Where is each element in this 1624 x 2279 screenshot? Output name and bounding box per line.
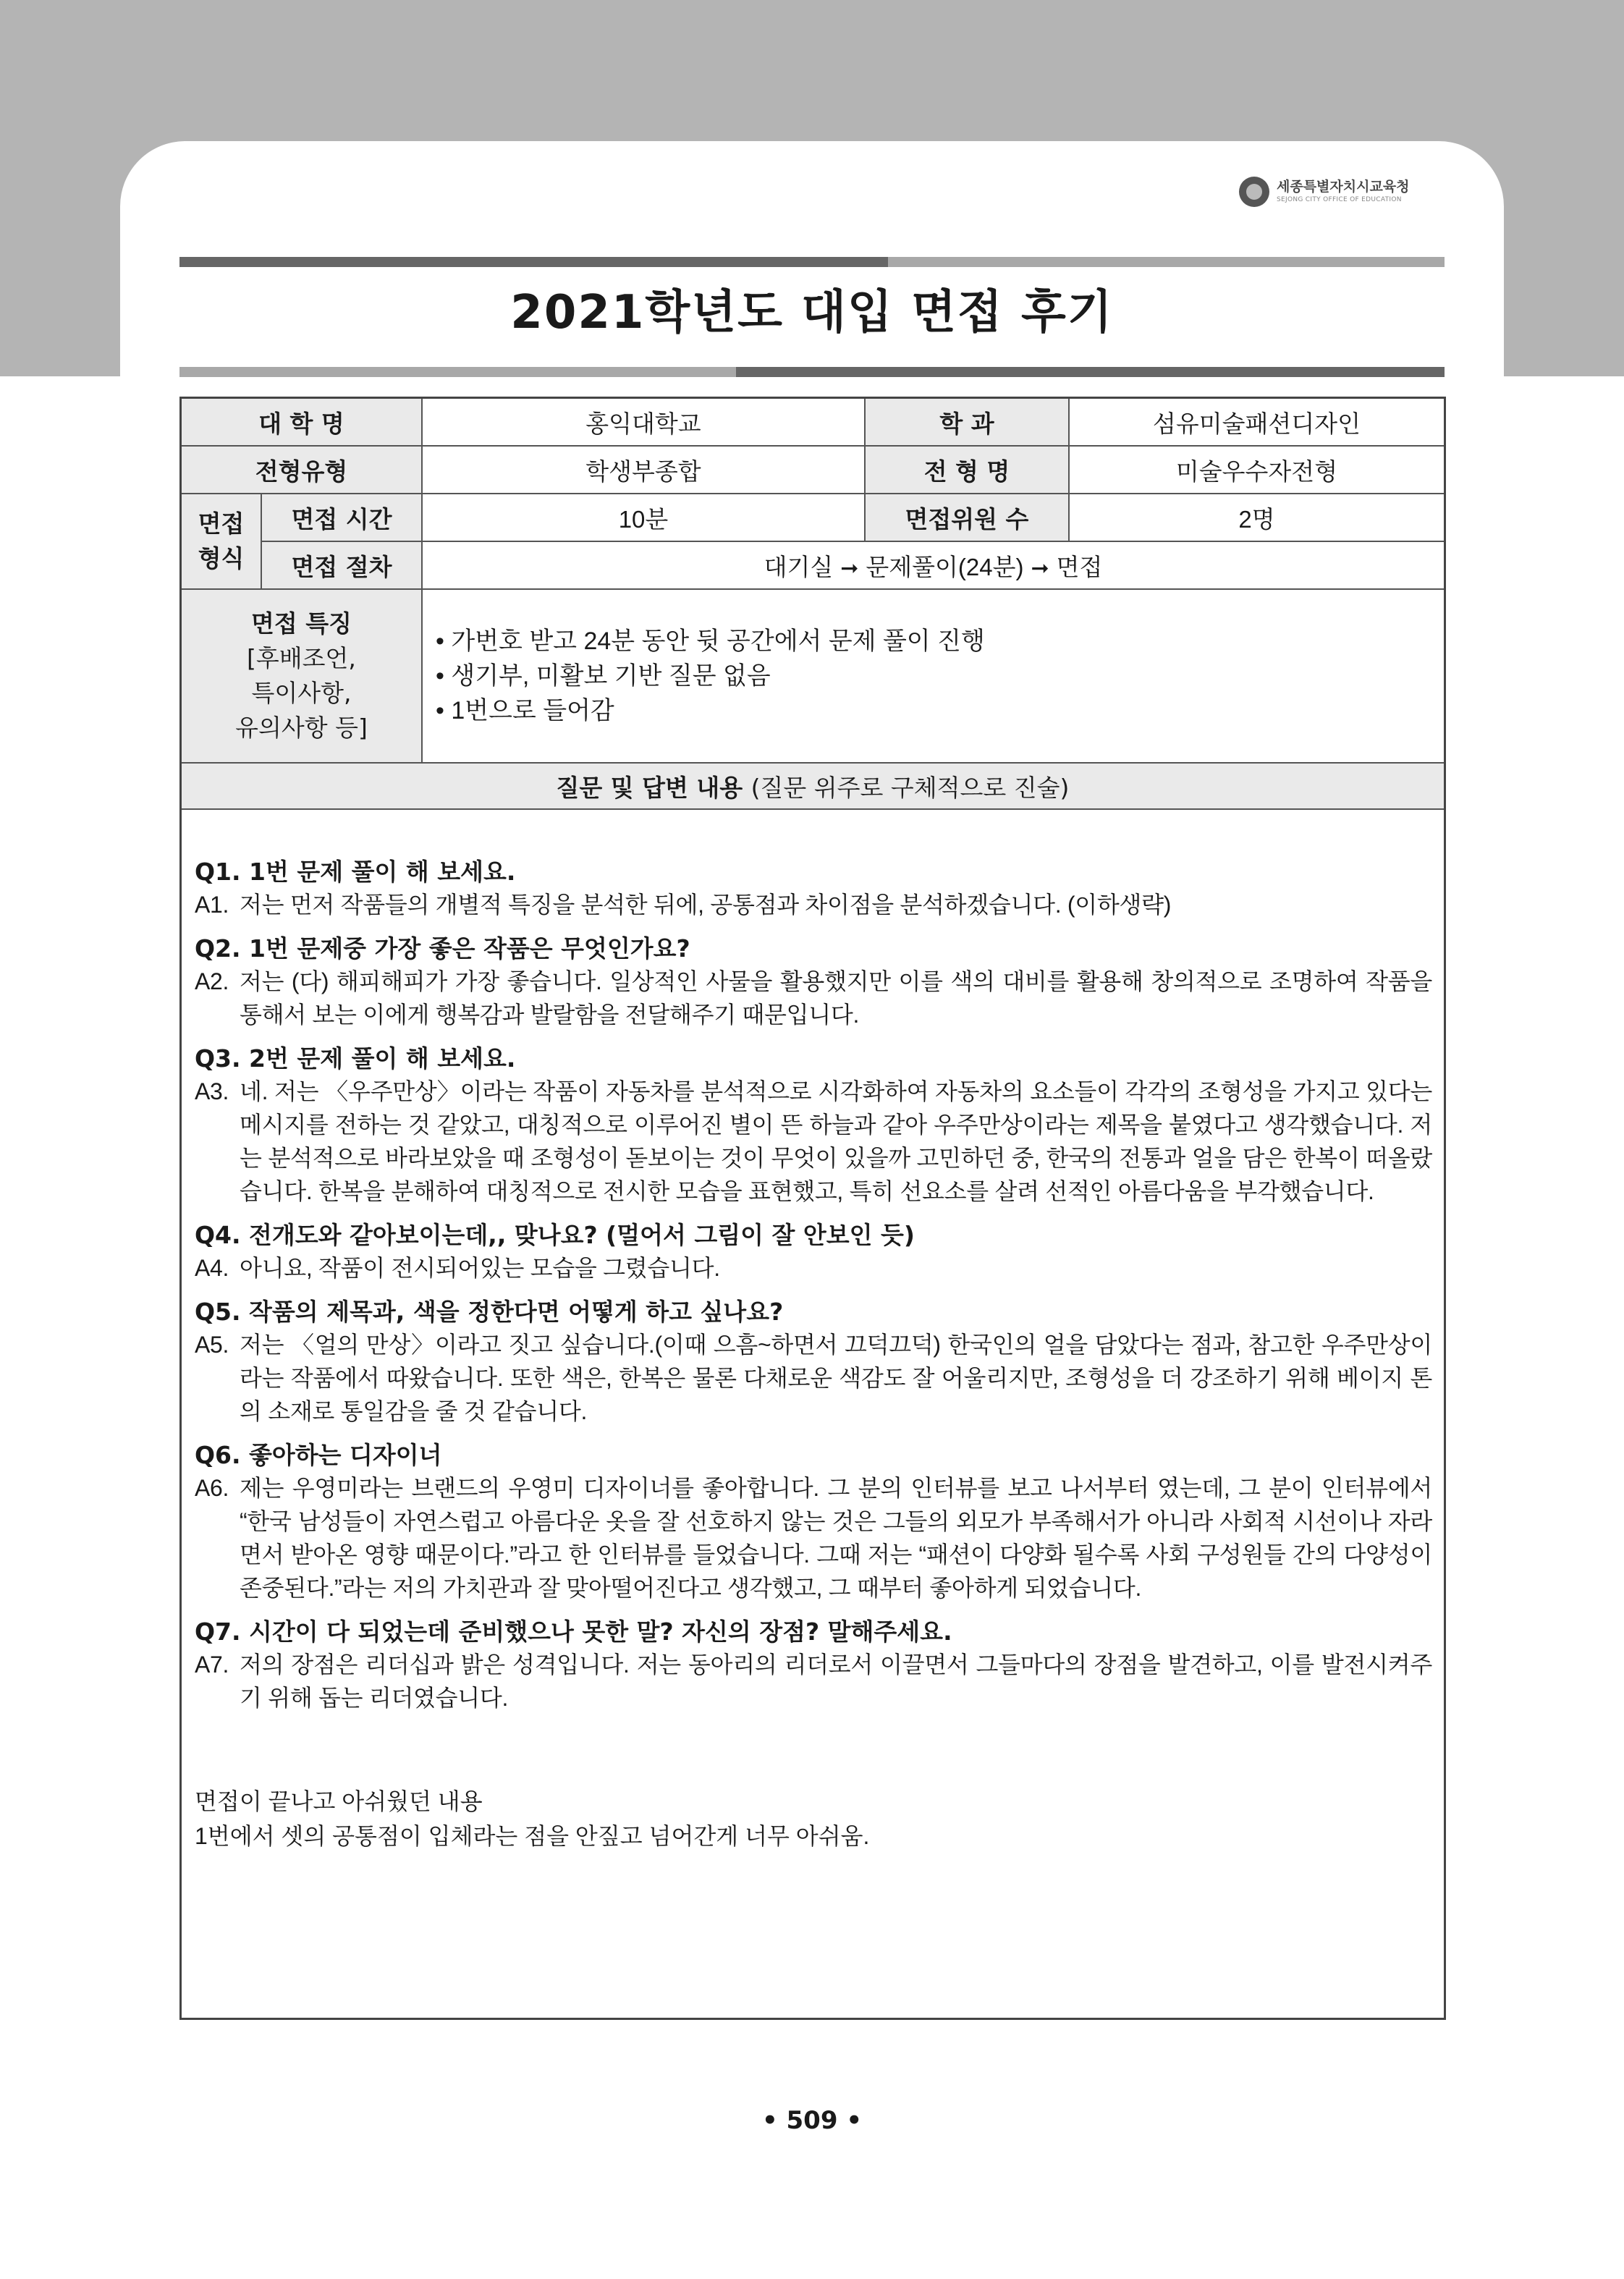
procedure-step-1: 대기실 [764,553,834,580]
answer-2 [195,965,1432,1031]
post-interview-note [195,1784,1432,1853]
features-label-line4: 유의사항 등] [235,714,368,742]
answer-3 [195,1075,1432,1208]
features-label-line3: 특이사항, [251,679,352,707]
answer-4 [195,1251,1432,1285]
university-value: 홍익대학교 [422,399,865,446]
answer-tag: A5. [195,1332,229,1358]
answer-tag: A4. [195,1255,229,1281]
post-interview-text: 1번에서 셋의 공통점이 입체라는 점을 안짚고 넘어간게 너무 아쉬움. [195,1823,870,1849]
feature-item: • 1번으로 들어감 [436,693,1444,728]
answer-text: 저는 먼저 작품들의 개별적 특징을 분석한 뒤에, 공통점과 차이점을 분석하겠습니다. (이하생략) [240,892,1172,918]
qa-header-title: 질문 및 답변 내용 [556,773,743,802]
question-3: Q3. 2번 문제 풀이 해 보세요. [195,1044,516,1073]
format-label-line1: 면접 [198,510,245,538]
procedure-label: 면접 절차 [261,541,422,589]
answer-tag: A1. [195,892,229,918]
features-list [423,624,1444,728]
answer-tag: A7. [195,1652,229,1678]
answer-text: 저는 (다) 해피해피가 가장 좋습니다. 일상적인 사물을 활용했지만 이를 색의 대비를 활용해 창의적으로 조명하여 작품을 통해서 보는 이에게 행복감과 발랄함을 전달해주기 때문입니다. [240,968,1432,1028]
answer-text: 아니요, 작품이 전시되어있는 모습을 그렸습니다. [240,1255,720,1281]
title-rule-top [179,257,1445,267]
logo-subtext: SEJONG CITY OFFICE OF EDUCATION [1277,196,1402,203]
procedure-step-3: 면접 [1056,553,1103,580]
logo-text: 세종특별자치시교육청 [1277,179,1410,195]
answer-text: 저의 장점은 리더십과 밝은 성격입니다. 저는 동아리의 리더로서 이끌면서 그들마다의 장점을 발견하고, 이를 발전시켜주기 위해 돕는 리더였습니다. [240,1652,1432,1711]
question-6: Q6. 좋아하는 디자이너 [195,1441,442,1469]
answer-6 [195,1471,1432,1604]
office-logo [1239,177,1410,207]
department-label: 학 과 [865,399,1069,446]
answer-5 [195,1328,1432,1428]
format-label-line2: 형식 [198,544,245,572]
info-table [182,399,1444,810]
admission-name-label: 전 형 명 [865,446,1069,494]
title-rule-bottom [179,367,1445,377]
features-label-line1: 면접 특징 [250,609,352,638]
time-label: 면접 시간 [261,494,422,541]
answer-1 [195,888,1432,921]
admission-name-value: 미술우수자전형 [1069,446,1444,494]
question-1: Q1. 1번 문제 풀이 해 보세요. [195,858,516,886]
procedure-step-2: 문제풀이(24분) [866,553,1024,580]
question-2: Q2. 1번 문제중 가장 좋은 작품은 무엇인가요? [195,934,690,963]
logo-emblem-icon [1239,177,1269,207]
interviewers-value: 2명 [1069,494,1444,541]
university-label: 대 학 명 [182,399,422,446]
qa-header [182,763,1444,809]
answer-text: 제는 우영미라는 브랜드의 우영미 디자이너를 좋아합니다. 그 분의 인터뷰를 보고 나서부터 였는데, 그 분이 인터뷰에서 “한국 남성들이 자연스럽고 아름다운 옷을 잘 선호하지 않는 것은 그들의 외모가 부족해서가 아니라 사회적 시선이나 자라면서 받아온 영향 때문이다.”라고 한 인터뷰를 들었습니다. 그때 저는 “패션이 다양화 될수록 사회 구성원들 간의 다양성이 존중된다.”라는 저의 가치관과 잘 맞아떨어진다고 생각했고, 그 때부터 좋아하게 되었습니다. [240,1475,1432,1601]
question-4: Q4. 전개도와 같아보이는데,, 맞나요? (멀어서 그림이 잘 안보인 듯) [195,1221,915,1249]
features-cell [422,589,1444,763]
right-stripe [1504,391,1624,399]
answer-text: 저는 〈얼의 만상〉이라고 짓고 싶습니다.(이때 으흠~하면서 끄덕끄덕) 한국인의 얼을 담았다는 점과, 참고한 우주만상이라는 작품에서 따왔습니다. 또한 색은, 한복은 물론 다채로운 색감도 잘 어울리지만, 조형성을 더 강조하기 위해 베이지 톤의 소재로 통일감을 줄 것 같습니다. [240,1332,1432,1424]
left-stripe [0,391,120,399]
procedure-value [422,541,1444,589]
answer-text: 네. 저는 〈우주만상〉이라는 작품이 자동차를 분석적으로 시각화하여 자동차의 요소들이 각각의 조형성을 가지고 있다는 메시지를 전하는 것 같았고, 대칭적으로 이루어진 별이 뜬 하늘과 같아 우주만상이라는 제목을 붙였다고 생각했습니다. 저는 분석적으로 바라보았을 때 조형성이 돋보이는 것이 무엇이 있을까 고민하던 중, 한국의 전통과 얼을 담은 한복이 떠올랐습니다. 한복을 분해하여 대칭적으로 전시한 모습을 표현했고, 특히 선요소를 살려 선적인 아름다움을 부각했습니다. [240,1078,1432,1204]
features-label [182,589,422,763]
answer-7 [195,1648,1432,1714]
arrow-right-icon: ➞ [1031,556,1049,580]
answer-tag: A2. [195,968,229,994]
arrow-right-icon: ➞ [840,556,859,580]
feature-item: • 생기부, 미활보 기반 질문 없음 [436,659,1444,693]
answer-tag: A3. [195,1078,229,1104]
review-form [179,397,1446,2020]
page-number: • 509 • [761,2106,863,2135]
format-label [182,494,261,589]
feature-item: • 가번호 받고 24분 동안 뒷 공간에서 문제 풀이 진행 [436,624,1444,659]
question-7: Q7. 시간이 다 되었는데 준비했으나 못한 말? 자신의 장점? 말해주세요. [195,1618,952,1646]
time-value: 10분 [422,494,865,541]
admission-type-value: 학생부종합 [422,446,865,494]
features-label-line2: [후배조언, [247,644,356,672]
department-value: 섬유미술패션디자인 [1069,399,1444,446]
answer-tag: A6. [195,1475,229,1501]
page-title: 2021학년도 대입 면접 후기 [510,286,1114,339]
post-interview-heading: 면접이 끝나고 아쉬웠던 내용 [195,1788,483,1814]
interviewers-label: 면접위원 수 [865,494,1069,541]
qa-header-subtitle: (질문 위주로 구체적으로 진술) [750,773,1070,802]
admission-type-label: 전형유형 [182,446,422,494]
qa-section [182,810,1444,1853]
question-5: Q5. 작품의 제목과, 색을 정한다면 어떻게 하고 싶나요? [195,1298,784,1326]
